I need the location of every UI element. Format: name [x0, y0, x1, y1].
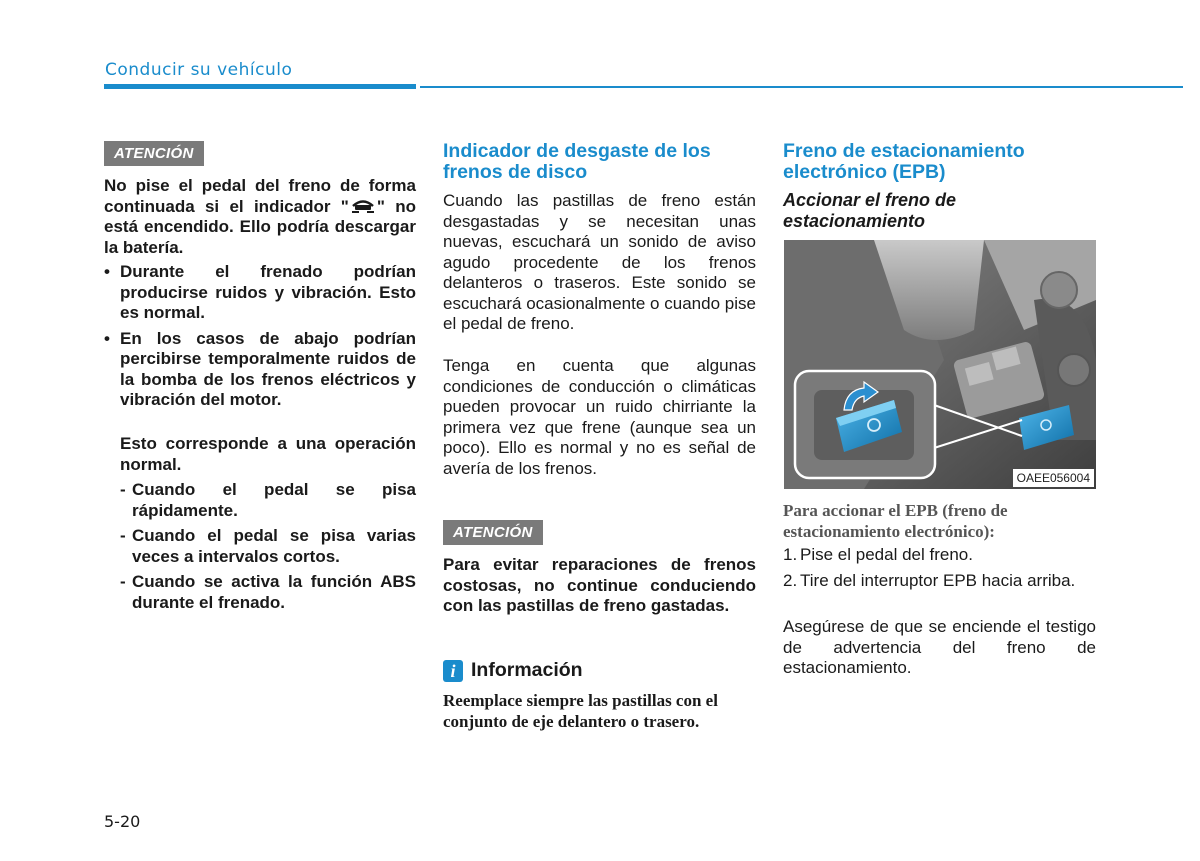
warning-text [104, 176, 416, 258]
section-title-disc-wear: Indicador de desgaste de los frenos de disco [443, 140, 711, 183]
disc-wear-paragraph-1: Cuando las pastillas de freno están desgastadas y se necesitan unas nuevas, escuchará un sonido de aviso agudo procedente de los frenos delanteros o traseros. Este sonido se escuchará ocasionalmente o cuando pise el pedal de freno. [443, 191, 756, 333]
pad-warning-text: Para evitar reparaciones de frenos costosas, no continue conduciendo con las pastillas de freno gastadas. [443, 555, 756, 615]
dash-item: - Cuando el pedal se pisa varias veces a intervalos cortos. [120, 526, 416, 567]
warning-bullet-list [104, 262, 416, 411]
step-item [783, 545, 1096, 566]
attention-badge: ATENCIÓN [443, 520, 543, 545]
epb-confirmation-text: Asegúrese de que se enciende el testigo de advertencia del freno de estacionamiento. [783, 617, 1096, 677]
dash-item: - Cuando se activa la función ABS durante el frenado. [120, 572, 416, 613]
normal-operation-note: Esto corresponde a una operación normal. [120, 434, 416, 474]
subsection-title-apply-epb: Accionar el freno de estacionamiento [783, 190, 957, 231]
info-heading [443, 659, 756, 682]
epb-switch-illustration [784, 240, 1096, 489]
section-header-title: Conducir su vehículo [105, 60, 293, 80]
header-rule-thick [104, 84, 416, 89]
step-text: Tire del interruptor EPB hacia arriba. [800, 570, 1076, 590]
step-text: Pise el pedal del freno. [800, 545, 973, 564]
epb-steps-list [783, 545, 1096, 591]
condition-dash-list [120, 480, 416, 613]
disc-wear-paragraph-2: Tenga en cuenta que algunas condiciones de conducción o climáticas pueden provocar un ruido chirriante la primera vez que frene (aunque sea un poco). Ello es normal y no es señal de avería de los frenos. [443, 356, 756, 478]
warning-text-end: " no está encendido. Ello podría descargar la batería. [104, 196, 416, 257]
brake-pad-warning-icon [349, 197, 377, 215]
bullet-item: • En los casos de abajo podrían percibirse temporalmente ruidos de la bomba de los frenos eléctricos y vibración del motor. [104, 329, 416, 411]
step-item [783, 571, 1096, 592]
epb-caption: Para accionar el EPB (freno de estacionamiento electrónico): [783, 501, 1008, 541]
step-number: 2. [783, 570, 798, 590]
attention-badge: ATENCIÓN [104, 141, 204, 166]
info-icon: i [443, 660, 463, 682]
header-rule-thin [420, 86, 1183, 88]
info-text: Reemplace siempre las pastillas con el conjunto de eje delantero o trasero. [443, 691, 718, 731]
step-number: 1. [783, 545, 798, 564]
dash-item: - Cuando el pedal se pisa rápidamente. [120, 480, 416, 521]
page-number: 5-20 [104, 812, 141, 831]
info-title: Información [471, 659, 583, 681]
image-code-label: OAEE056004 [1013, 469, 1094, 487]
section-title-epb: Freno de estacionamiento electrónico (EPB) [783, 140, 1025, 183]
bullet-item: • Durante el frenado podrían producirse ruidos y vibración. Esto es normal. [104, 262, 416, 324]
warning-text-start: No pise el pedal del freno de forma continuada si el indicador " [104, 176, 416, 216]
